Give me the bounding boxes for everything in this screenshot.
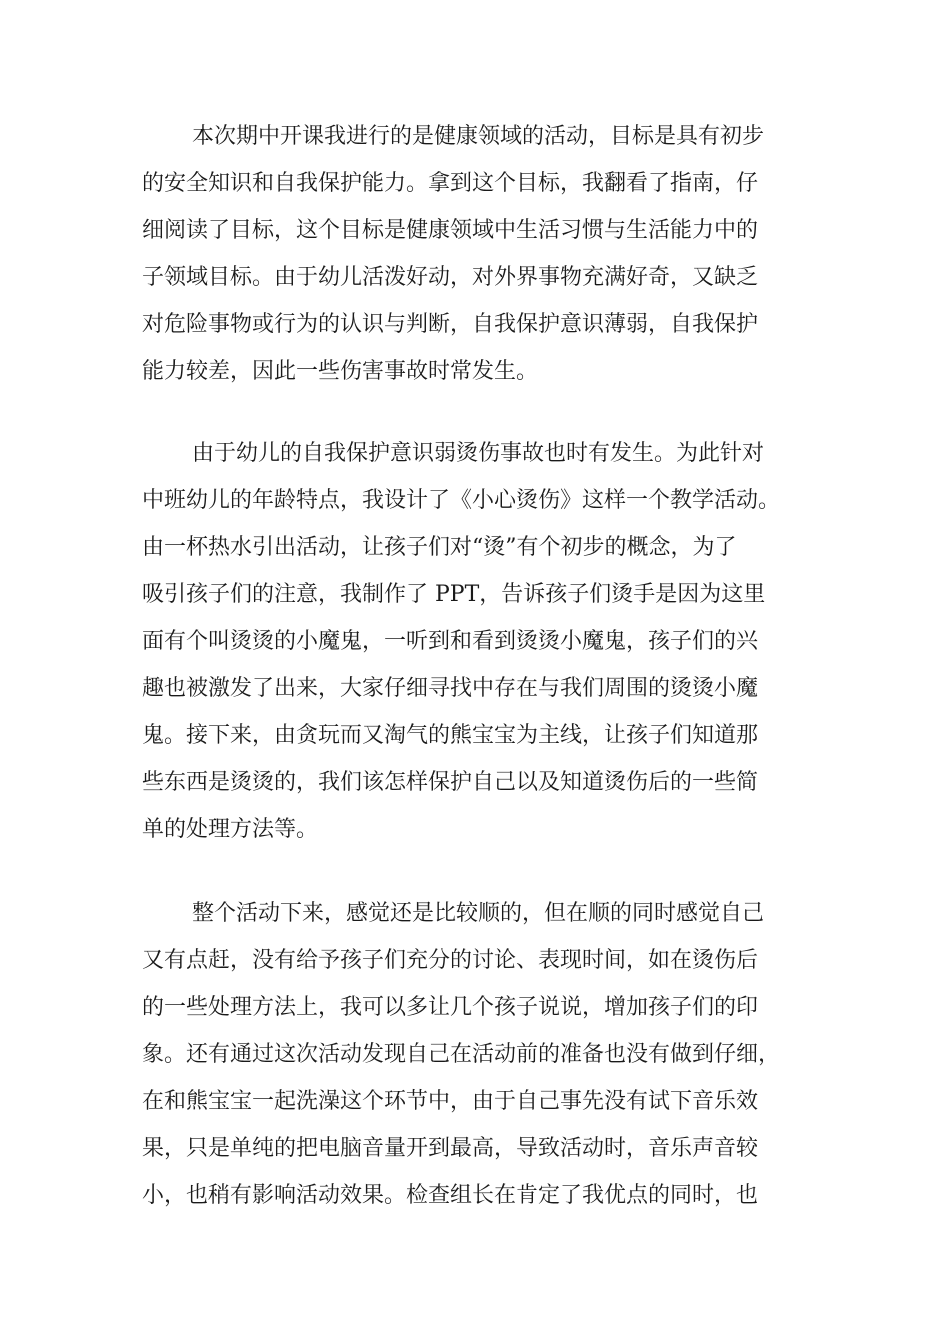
text-line: 由一杯热水引出活动，让孩子们对“烫”有个初步的概念，为了 xyxy=(142,535,737,560)
text-line: 本次期中开课我进行的是健康领域的活动，目标是具有初步 xyxy=(192,124,765,149)
text-line: 些东西是烫烫的，我们该怎样保护自己以及知道烫伤后的一些简 xyxy=(142,770,759,795)
text-line: 中班幼儿的年龄特点，我设计了《小心烫伤》这样一个教学活动。 xyxy=(142,488,781,513)
text-line: 的安全知识和自我保护能力。拿到这个目标，我翻看了指南，仔 xyxy=(142,171,759,196)
text-line: 由于幼儿的自我保护意识弱烫伤事故也时有发生。为此针对 xyxy=(192,441,765,466)
text-line: 小，也稍有影响活动效果。检查组长在肯定了我优点的同时，也 xyxy=(142,1183,759,1208)
text-line: 果，只是单纯的把电脑音量开到最高，导致活动时，音乐声音较 xyxy=(142,1136,759,1161)
text-line: 鬼。接下来，由贪玩而又淘气的熊宝宝为主线，让孩子们知道那 xyxy=(142,723,759,748)
text-line: 又有点赶，没有给予孩子们充分的讨论、表现时间，如在烫伤后 xyxy=(142,948,759,973)
text-line: 能力较差，因此一些伤害事故时常发生。 xyxy=(142,359,539,384)
text-line: 细阅读了目标，这个目标是健康领域中生活习惯与生活能力中的 xyxy=(142,218,759,243)
text-line: 象。还有通过这次活动发现自己在活动前的准备也没有做到仔细， xyxy=(142,1042,781,1067)
paragraph-3 xyxy=(142,890,822,1219)
paragraph-1 xyxy=(142,113,822,395)
text-line: 子领域目标。由于幼儿活泼好动，对外界事物充满好奇，又缺乏 xyxy=(142,265,759,290)
paragraph-2 xyxy=(142,430,822,853)
text-line: 在和熊宝宝一起洗澡这个环节中，由于自己事先没有试下音乐效 xyxy=(142,1089,759,1114)
text-line: 趣也被激发了出来，大家仔细寻找中存在与我们周围的烫烫小魔 xyxy=(142,676,759,701)
text-line: 整个活动下来，感觉还是比较顺的，但在顺的同时感觉自己 xyxy=(192,901,765,926)
text-line: 面有个叫烫烫的小魔鬼，一听到和看到烫烫小魔鬼，孩子们的兴 xyxy=(142,629,759,654)
text-line: 吸引孩子们的注意，我制作了 PPT，告诉孩子们烫手是因为这里 xyxy=(142,582,766,607)
text-line: 对危险事物或行为的认识与判断，自我保护意识薄弱，自我保护 xyxy=(142,312,759,337)
text-line: 的一些处理方法上，我可以多让几个孩子说说，增加孩子们的印 xyxy=(142,995,759,1020)
text-line: 单的处理方法等。 xyxy=(142,817,319,842)
